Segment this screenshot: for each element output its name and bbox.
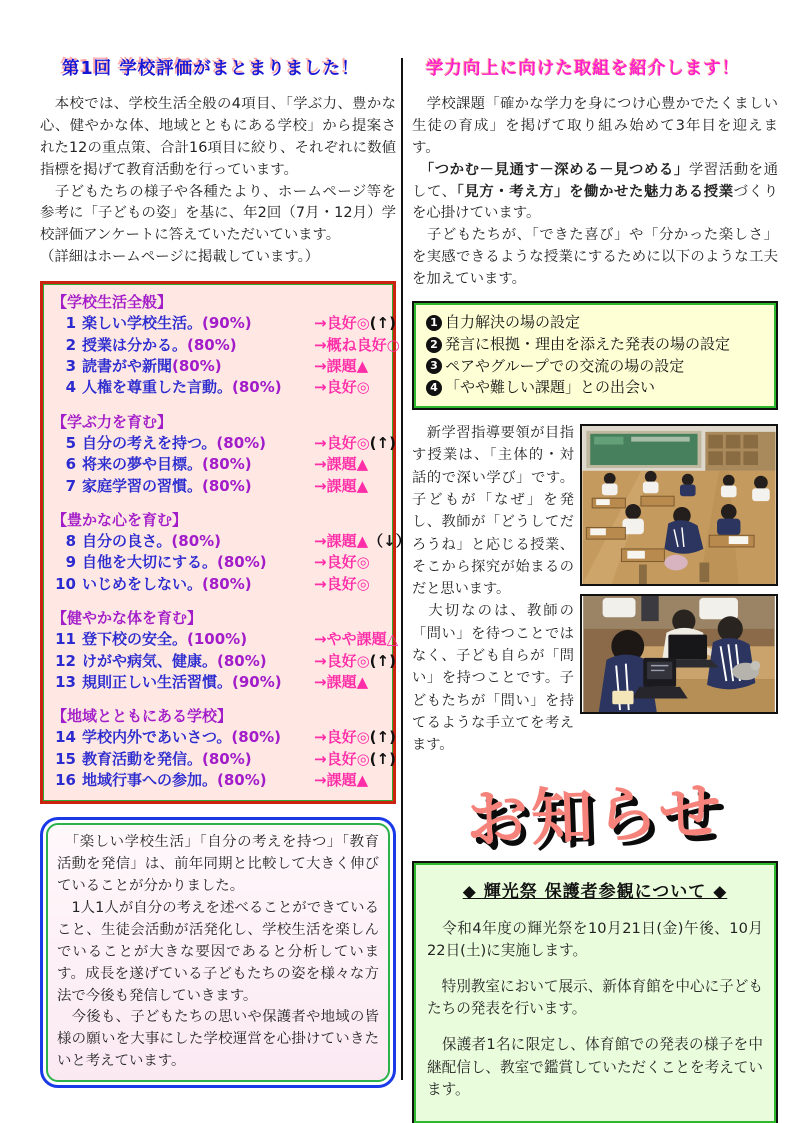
left-column (40, 55, 411, 1088)
intro-paragraph: 子どもたちの様子や各種たより、ホームページ等を参考に「子どもの姿」を基に、年2回（7月・12月）学校評価アンケートに答えていただいています。 (40, 183, 396, 244)
lesson-paragraph: 新学習指導要領が目指す授業は、「主体的・対話的で深い学び」です。子どもが「なぜ」を発し、教師が「どうしてだろうね」と応じる授業、そこから探究が始まるのだと思います。 (412, 425, 574, 598)
survey-section (52, 412, 396, 497)
survey-item: 7 家庭学習の習慣。(80%) →課題▲ (65, 476, 369, 495)
survey-results-box (40, 281, 411, 804)
survey-section-heading: 【地域とともにある学校】 (52, 707, 233, 726)
survey-item: 10 いじめをしない。(80%) →良好◎ (55, 574, 370, 593)
approach-paragraph: 学校課題「確かな学力を身につけ心豊かでたくましい生徒の育成」を掲げて取り組み始めて3年目を迎えます。 (412, 96, 778, 156)
step-number-icon: 4 (426, 380, 442, 396)
survey-item: 2 授業は分かる。(80%) →概ね良好○ (65, 335, 400, 354)
survey-section (52, 608, 399, 693)
survey-item: 11 登下校の安全。(100%) →やや課題△ (55, 630, 399, 649)
summary-paragraph: 「楽しい学校生活」「自分の考えを持つ」「教育活動を発信」は、前年同期と比較して大きく伸びていることが分かりました。 (57, 834, 379, 895)
lesson-step: 4 「やや難しい課題」との出会い (426, 377, 764, 399)
right-section-title: 学力向上に向けた取組を紹介します！ (426, 59, 741, 79)
lesson-text-column (412, 422, 574, 756)
lesson-steps-box (412, 301, 778, 410)
survey-section-heading: 【豊かな心を育む】 (52, 510, 188, 529)
step-number-icon: 3 (426, 358, 442, 374)
lesson-paragraph: 大切なのは、教師の「問い」を待つことではなく、子ども自らが「問い」を持つことです。子どもたちが「問い」を持てるような手立てを考えます。 (412, 603, 574, 754)
intro-paragraph: （詳細はホームページに掲載しています。） (40, 249, 320, 266)
analysis-summary-box (40, 817, 396, 1088)
announcement-banner: お知らせ (464, 774, 726, 857)
announce-paragraph: 特別教室において展示、新体育館を中心に子どもたちの発表を行います。 (427, 978, 763, 1018)
survey-item: 4 人権を尊重した言動。(80%) →良好◎ (65, 378, 370, 397)
photo-classroom-group-work (580, 424, 778, 586)
summary-paragraph: 今後も、子どもたちの思いや保護者や地域の皆様の願いを大事にした学校運営を心掛けていきたいと考えています。 (57, 1009, 379, 1070)
festival-announcement-box (412, 861, 778, 1123)
survey-item: 3 読書がや新聞(80%) →課題▲ (65, 357, 369, 376)
survey-section (52, 706, 396, 791)
lesson-step: 3 ペアやグループでの交流の場の設定 (426, 356, 764, 378)
survey-item: 12 けがや病気、健康。(80%) →良好◎ (↑) (55, 651, 396, 670)
survey-item: 1 楽しい学校生活。(90%) →良好◎ (↑) (65, 314, 396, 333)
announce-paragraph: 令和4年度の輝光祭を10月21日(金)午後、10月22日(土)に実施します。 (427, 919, 763, 959)
survey-item: 9 自他を大切にする。(80%) →良好◎ (65, 553, 370, 572)
approach-paragraph: 子どもたちが、「できた喜び」や「分かった楽しさ」を実感できるような授業にするために以下のような工夫を加えています。 (412, 227, 778, 288)
column-divider (401, 58, 403, 1080)
photo-column (580, 424, 778, 756)
festival-announcement-title: ◆ 輝光祭 保護者参観について ◆ (462, 881, 728, 902)
left-section-title: 第1回 学校評価がまとまりました！ (62, 59, 360, 79)
survey-section-heading: 【学ぶ力を育む】 (52, 412, 173, 431)
survey-item: 5 自分の考えを持つ。(80%) →良好◎ (↑) (65, 433, 396, 452)
step-number-icon: 1 (426, 315, 442, 331)
survey-section (52, 292, 400, 398)
intro-paragraph: 本校では、学校生活全般の4項目、「学ぶ力、豊かな心、健やかな体、地域とともにある学校」から提案された12の重点策、合計16項目に絞り、それぞれに数値指標を掲げて教育活動を行っています。 (40, 96, 396, 178)
step-number-icon: 2 (426, 337, 442, 353)
survey-section (52, 510, 411, 595)
survey-item: 15 教育活動を発信。(80%) →良好◎ (↑) (55, 749, 396, 768)
survey-item: 16 地域行事への参加。(80%) →課題▲ (55, 771, 369, 790)
survey-section-heading: 【健やかな体を育む】 (52, 608, 203, 627)
survey-item: 8 自分の良さ。(80%) →課題▲ （↓） (65, 532, 411, 551)
approach-paragraph: 「つかむ－見通す－深める－見つめる」学習活動を通して、「見方・考え方」を働かせた魅力ある授業づくりを心掛けています。 (412, 161, 778, 222)
survey-section-heading: 【学校生活全般】 (52, 293, 173, 312)
right-column (412, 55, 778, 1123)
lesson-step: 1 自力解決の場の設定 (426, 312, 764, 334)
survey-item: 13 規則正しい生活習慣。(90%) →課題▲ (55, 672, 369, 691)
summary-paragraph: 1人1人が自分の考えを述べることができていること、生徒会活動が活発化し、学校生活を楽しんでいることが大きな要因であると分析しています。成長を遂げている子どもたちの姿を様々な方法で今後も発信していきます。 (57, 900, 379, 1004)
survey-item: 6 将来の夢や目標。(80%) →課題▲ (65, 455, 369, 474)
announce-paragraph: 保護者1名に限定し、体育館での発表の様子を中継配信し、教室で鑑賞していただくことを考えています。 (427, 1036, 763, 1098)
photo-students-with-laptops (580, 594, 778, 714)
survey-item: 14 学校内外であいさつ。(80%) →良好◎ (↑) (55, 728, 396, 747)
lesson-step: 2 発言に根拠・理由を添えた発表の場の設定 (426, 334, 764, 356)
